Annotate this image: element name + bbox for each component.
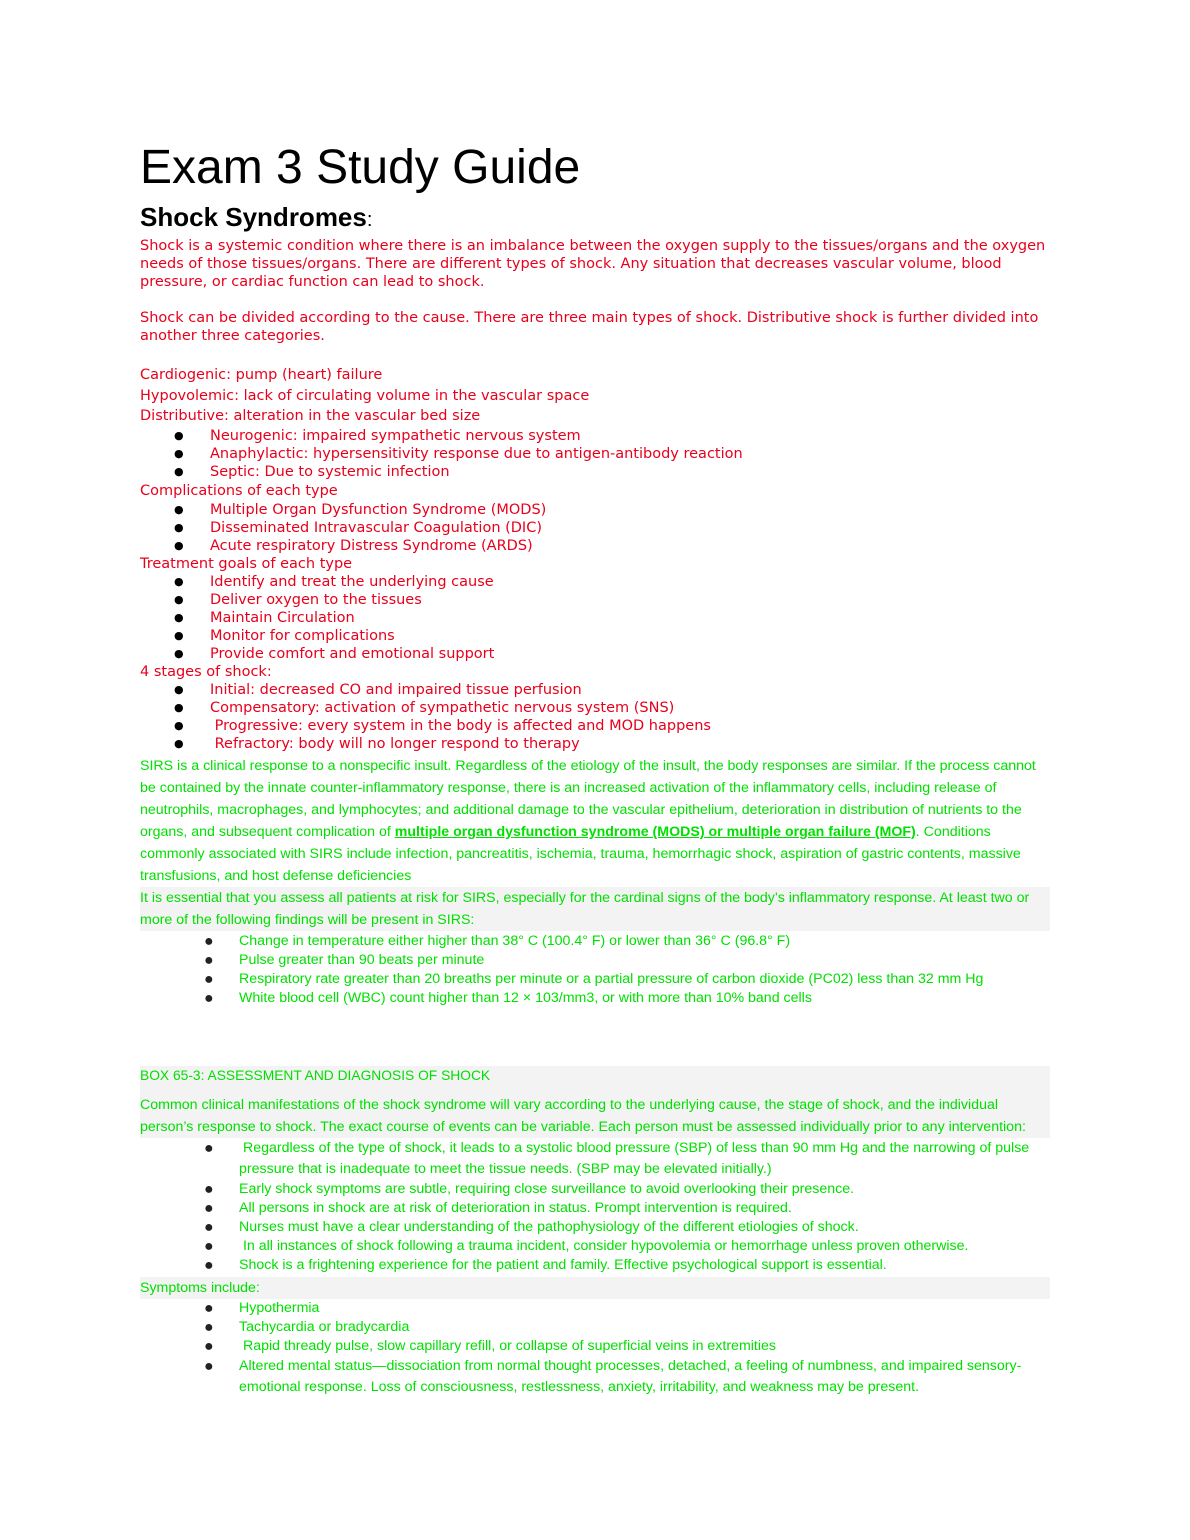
intro-paragraph: Shock is a systemic condition where there is an imbalance between the oxygen supply to the tissues/organs and the oxygen needs of those tissues/organs. There are different types of shock. Any situation that decreases vascular volume, blood pressure, or cardiac function can lead to shock. (140, 238, 1046, 290)
stages-label: 4 stages of shock: (140, 664, 272, 680)
bullet-icon: ● (174, 503, 184, 516)
box-list (140, 1138, 1050, 1275)
list-item: ● Septic: Due to systemic infection (174, 463, 450, 480)
list-item: ● Rapid thready pulse, slow capillary refill, or collapse of superficial veins in extremities (204, 1338, 776, 1355)
section-heading-colon: : (366, 209, 373, 231)
bullet-icon: ● (174, 719, 184, 732)
box-intro: Common clinical manifestations of the shock syndrome will vary according to the underlying cause, the stage of shock, and the individual person’s response to shock. The exact course of events can be variable. Each person must be assessed individually prior to any intervention: (140, 1097, 1026, 1135)
list-item: ● All persons in shock are at risk of deterioration in status. Prompt intervention is required. (204, 1200, 792, 1217)
shock-type: Hypovolemic: lack of circulating volume in the vascular space (140, 387, 590, 404)
bullet-icon: ● (174, 737, 184, 750)
bullet-icon: ● (174, 701, 184, 714)
document-page (140, 140, 1050, 1398)
page-title: Exam 3 Study Guide (140, 141, 581, 194)
bullet-icon: ● (204, 1219, 214, 1236)
shock-notes (140, 237, 1050, 753)
list-item: ● Change in temperature either higher than 38° C (100.4° F) or lower than 36° C (96.8° F) (204, 933, 791, 950)
bullet-icon: ● (204, 1140, 214, 1157)
sirs-findings-list (140, 932, 1050, 1008)
list-item: ● Tachycardia or bradycardia (204, 1319, 410, 1336)
sirs-assess-paragraph: It is essential that you assess all patients at risk for SIRS, especially for the cardinal signs of the body’s inflammatory response. At least two or more of the following findings will be present in SIRS: (140, 887, 1050, 931)
sirs-paragraph: SIRS is a clinical response to a nonspecific insult. Regardless of the etiology of the insult, the body responses are similar. If the process cannot be contained by the innate counter-inflammatory response, there is an increased activation of the inflammatory cells, including release of neutrophils, macrophages, and lymphocytes; and additional damage to the vascular epithelium, deterioration in distribution of nutrients to the organs, and subsequent complication of multiple organ dysfunction syndrome (MODS) or multiple organ failure (MOF). Conditions commonly associated with SIRS include infection, pancreatitis, ischemia, trauma, hemorrhagic shock, aspiration of gastric contents, massive transfusions, and host defense deficiencies (140, 758, 1036, 884)
list-item: ● Deliver oxygen to the tissues (174, 592, 422, 608)
complications-label: Complications of each type (140, 482, 338, 499)
sirs-section (140, 755, 1050, 1398)
bullet-icon: ● (204, 1338, 214, 1355)
list-item: ● Acute respiratory Distress Syndrome (ARDS) (174, 538, 533, 554)
bullet-icon: ● (174, 446, 184, 460)
list-item: ● Shock is a frightening experience for the patient and family. Effective psychological support is essential. (204, 1257, 887, 1274)
bullet-icon: ● (204, 933, 214, 950)
shock-type: Cardiogenic: pump (heart) failure (140, 367, 383, 383)
bullet-icon: ● (174, 464, 184, 478)
treatment-list (140, 573, 1050, 663)
list-item: ● Multiple Organ Dysfunction Syndrome (MODS) (174, 502, 547, 518)
list-item: ● Early shock symptoms are subtle, requiring close surveillance to avoid overlooking their presence. (204, 1181, 855, 1198)
list-item: ● Hypothermia (204, 1300, 320, 1317)
list-item: ● Nurses must have a clear understanding of the pathophysiology of the different etiologies of shock. (204, 1219, 859, 1236)
bullet-icon: ● (204, 1200, 214, 1217)
list-item: ● Progressive: every system in the body is affected and MOD happens (174, 718, 711, 734)
list-item: ● Disseminated Intravascular Coagulation (DIC) (174, 520, 542, 536)
list-item: ● Initial: decreased CO and impaired tissue perfusion (174, 682, 582, 698)
list-item: ● White blood cell (WBC) count higher than 12 × 103/mm3, or with more than 10% band cells (204, 990, 812, 1007)
bullet-icon: ● (174, 575, 184, 588)
list-item: ● Refractory: body will no longer respond to therapy (174, 736, 580, 752)
section-heading (140, 200, 1050, 237)
list-item: ● Maintain Circulation (174, 610, 355, 626)
complications-list (140, 501, 1050, 555)
shock-type: Distributive: alteration in the vascular bed size (140, 408, 481, 424)
bullet-icon: ● (174, 647, 184, 660)
list-item: ● Compensatory: activation of sympathetic nervous system (SNS) (174, 700, 675, 716)
symptoms-label: Symptoms include: (140, 1277, 1050, 1299)
bullet-icon: ● (204, 971, 214, 988)
list-item: ● Pulse greater than 90 beats per minute (204, 952, 485, 969)
bullet-icon: ● (204, 1257, 214, 1274)
bullet-icon: ● (204, 1300, 214, 1317)
list-item: ● Monitor for complications (174, 628, 395, 644)
bullet-icon: ● (174, 629, 184, 642)
bullet-icon: ● (174, 428, 184, 442)
list-item: ● Anaphylactic: hypersensitivity response due to antigen-antibody reaction (174, 445, 743, 462)
bullet-icon: ● (204, 1238, 214, 1255)
bullet-icon: ● (204, 990, 214, 1007)
bullet-icon: ● (204, 952, 214, 969)
section-heading-text: Shock Syndromes (140, 202, 367, 232)
list-item: ● Neurogenic: impaired sympathetic nervous system (174, 427, 581, 444)
list-item: ● In all instances of shock following a trauma incident, consider hypovolemia or hemorrhage unless proven otherwise. (204, 1238, 969, 1255)
treatment-label: Treatment goals of each type (140, 556, 353, 572)
list-item: ● Identify and treat the underlying cause (174, 574, 494, 590)
bullet-icon: ● (204, 1181, 214, 1198)
list-item: ● Provide comfort and emotional support (174, 646, 495, 662)
box-header (140, 1066, 1050, 1138)
list-item: ● Regardless of the type of shock, it leads to a systolic blood pressure (SBP) of less than 90 mm Hg and the narrowing of pulse pressure that is inadequate to meet the tissue needs. (SBP may be elevated initially.) (204, 1140, 1034, 1177)
distributive-list (140, 427, 1050, 481)
intro-paragraph: Shock can be divided according to the cause. There are three main types of shock. Distributive shock is further divided into another three categories. (140, 310, 1039, 344)
bullet-icon: ● (204, 1358, 214, 1375)
list-item: ● Respiratory rate greater than 20 breaths per minute or a partial pressure of carbon dioxide (PC02) less than 32 mm Hg (204, 971, 984, 988)
bullet-icon: ● (174, 683, 184, 696)
symptoms-list (140, 1299, 1050, 1398)
mods-link[interactable]: multiple organ dysfunction syndrome (MODS) or multiple organ failure (MOF) (394, 824, 916, 840)
bullet-icon: ● (174, 539, 184, 552)
bullet-icon: ● (174, 611, 184, 624)
bullet-icon: ● (174, 593, 184, 606)
list-item: ● Altered mental status—dissociation from normal thought processes, detached, a feeling of numbness, and impaired sensory-emotional response. Loss of consciousness, restlessness, anxiety, irritability, and weakness may be present. (204, 1358, 1022, 1395)
bullet-icon: ● (204, 1319, 214, 1336)
box-title: BOX 65-3: ASSESSMENT AND DIAGNOSIS OF SHOCK (140, 1068, 491, 1083)
bullet-icon: ● (174, 521, 184, 534)
stages-list (140, 681, 1050, 753)
